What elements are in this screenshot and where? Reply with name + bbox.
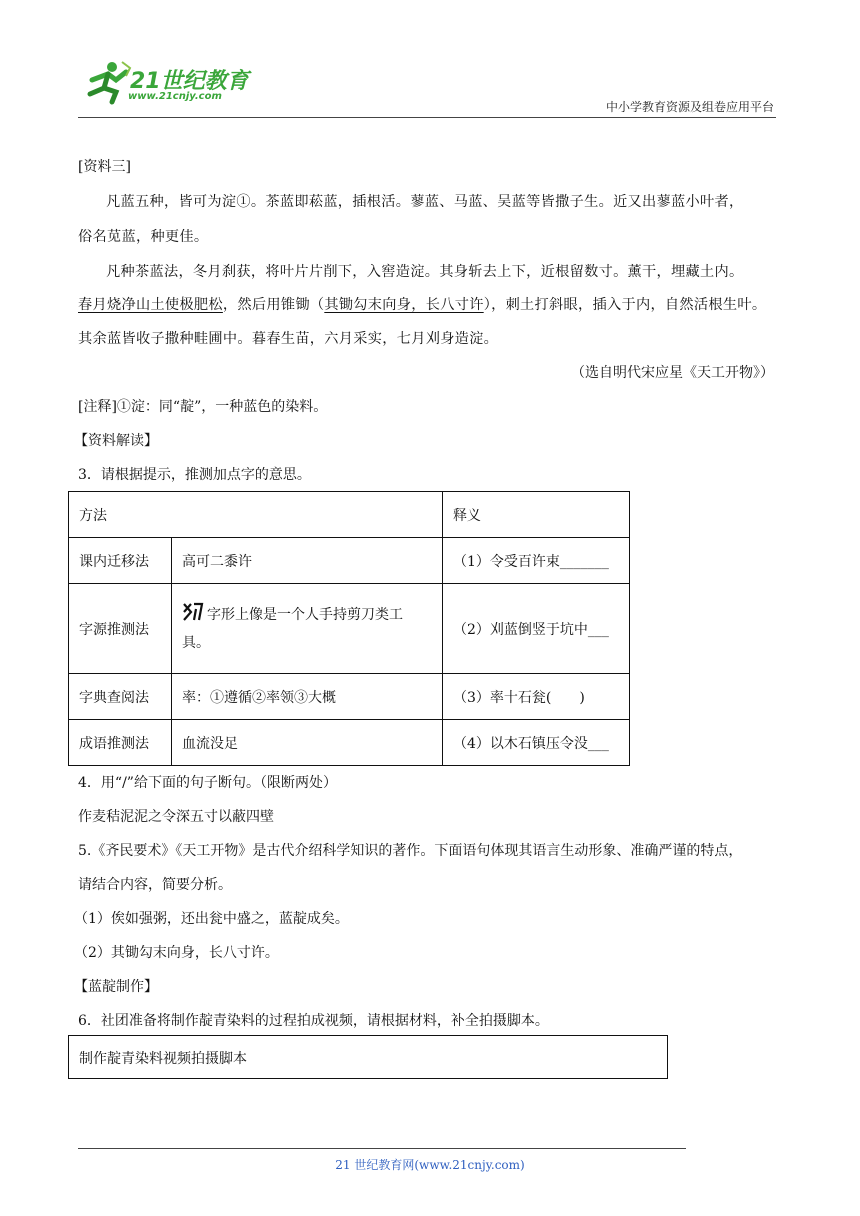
table-header-row [69,492,630,538]
table-row [69,538,630,584]
answer-cell: （2）刈蓝倒竖于坑中___ [443,584,630,674]
hint-cell: 率：①遵循②率领③大概 [172,674,443,720]
method-cell: 字典查阅法 [69,674,172,720]
underlined-phrase-2: 其锄勾末向身，长八寸许 [324,297,484,313]
footer-link[interactable]: 21 世纪教育网(www.21cnjy.com) [335,1158,525,1172]
section-heading-interpretation: 【资料解读】 [74,433,158,449]
question-5-stem-line1: 5.《齐民要术》《天工开物》是古代介绍科学知识的著作。下面语句体现其语言生动形象、准确严谨的特点， [78,843,743,859]
header-method: 方法 [69,492,443,538]
hint-text: 具。 [182,634,210,651]
material-p2-line1: 凡种茶蓝法，冬月刹获，将叶片片削下，入窖造淀。其身斩去上下，近根留数寸。薰干，埋藏土内。 [106,264,744,280]
footer-divider [78,1148,686,1149]
hint-cell: 血流没足 [172,720,443,766]
material-p1-line2: 俗名苋蓝，种更佳。 [78,229,209,245]
question-4-stem: 4．用“/”给下面的句子断句。（限断两处） [78,775,337,791]
site-logo [82,58,252,106]
platform-caption: 中小学教育资源及组卷应用平台 [605,100,774,114]
question-5-item-2: （2）其锄勾末向身，长八寸许。 [74,945,279,961]
header-divider [78,117,776,118]
logo-url: www.21cnjy.com [128,91,222,102]
logo-title: 21世纪教育 [130,69,249,94]
question-5-item-1: （1）俟如强粥，还出瓮中盛之，蓝靛成矣。 [74,911,349,927]
oracle-glyph-icon [182,601,204,623]
method-cell: 成语推测法 [69,720,172,766]
hint-cell [172,584,443,674]
material-source: （选自明代宋应星《天工开物》） [571,365,774,381]
header-meaning: 释义 [443,492,630,538]
table-row [69,674,630,720]
material-p1-line1: 凡蓝五种，皆可为淀①。茶蓝即菘蓝，插根活。蓼蓝、马蓝、吴蓝等皆撒子生。近又出蓼蓝小叶者， [106,194,744,210]
question-6-stem: 6．社团准备将制作靛青染料的过程拍成视频，请根据材料，补全拍摄脚本。 [78,1013,549,1029]
table-row [69,584,630,674]
table-row [69,720,630,766]
material-p2-line3: 其余蓝皆收子撒种畦圃中。暮春生苗，六月采实，七月刈身造淀。 [78,331,499,347]
hint-text: 字形上像是一个人手持剪刀类工 [207,606,403,623]
text-segment: ），刺土打斜眼，插入于内，自然活根生叶。 [483,297,767,313]
material-tag: [资料三] [78,159,131,175]
question-5-stem-line2: 请结合内容，简要分析。 [78,877,232,893]
method-cell: 字源推测法 [69,584,172,674]
answer-cell: （1）令受百许束_______ [443,538,630,584]
text-segment: ，然后用锥锄（ [222,297,325,313]
section-heading-production: 【蓝靛制作】 [74,979,158,995]
question-3-stem: 3．请根据提示，推测加点字的意思。 [78,467,311,483]
method-table [68,491,630,766]
answer-cell: （4）以木石镇压令没___ [443,720,630,766]
hint-cell: 高可二黍许 [172,538,443,584]
answer-cell: （3）率十石瓮( ) [443,674,630,720]
material-note: [注释]①淀：同“靛”，一种蓝色的染料。 [78,399,328,415]
method-cell: 课内迁移法 [69,538,172,584]
question-4-sentence: 作麦秸泥泥之令深五寸以蔽四壁 [78,809,274,825]
script-box: 制作靛青染料视频拍摄脚本 [68,1035,668,1079]
underlined-phrase-1: 春月烧净山土使极肥松 [78,297,223,313]
material-p2-line2 [78,295,766,315]
